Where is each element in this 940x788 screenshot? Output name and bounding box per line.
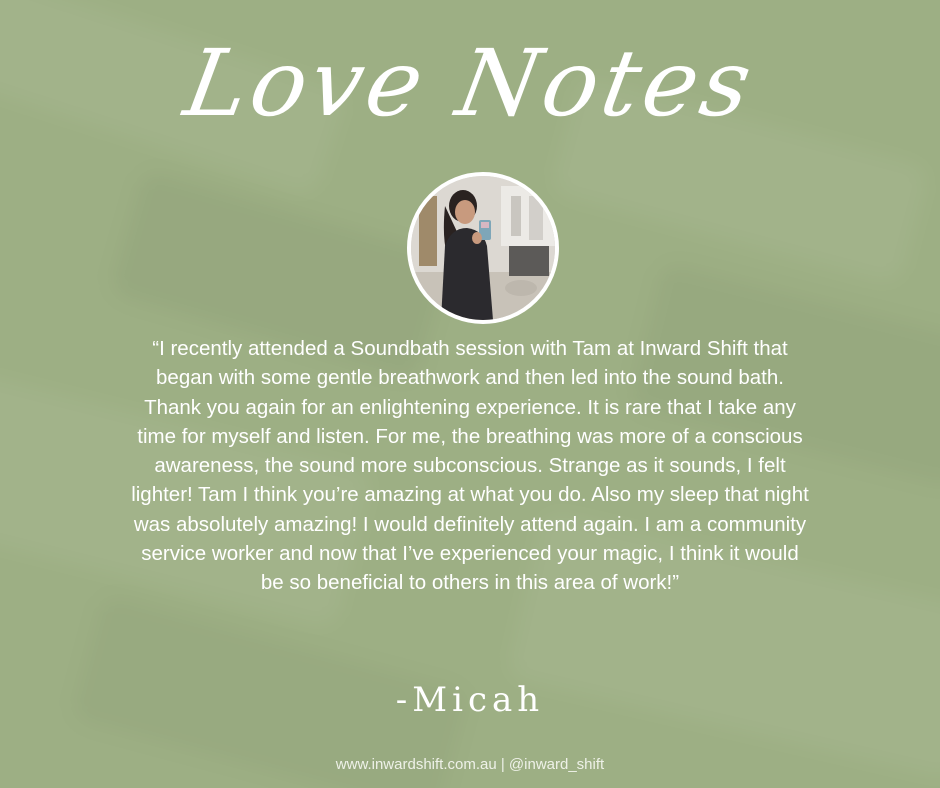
avatar bbox=[407, 172, 559, 324]
avatar-photo bbox=[411, 176, 555, 320]
testimonial-quote: “I recently attended a Soundbath session with Tam at Inward Shift that began with some gentle breathwork and then led into the sound bath. Thank you again for an enlightening experience. It is rare that I take any time for myself and listen. For me, the breathing was more of a conscious awareness, the sound more subconscious. Strange as it sounds, I felt lighter! Tam I think you’re amazing at what you do. Also my sleep that night was absolutely amazing! I would definitely attend again. I am a community service worker and now that I’ve experienced your magic, I think it would be so beneficial to others in this area of work!” bbox=[131, 337, 809, 595]
footer-contact: www.inwardshift.com.au | @inward_shift bbox=[335, 756, 605, 773]
page-title: Love Notes bbox=[177, 30, 763, 137]
testimonial-author: -Micah bbox=[395, 680, 545, 720]
